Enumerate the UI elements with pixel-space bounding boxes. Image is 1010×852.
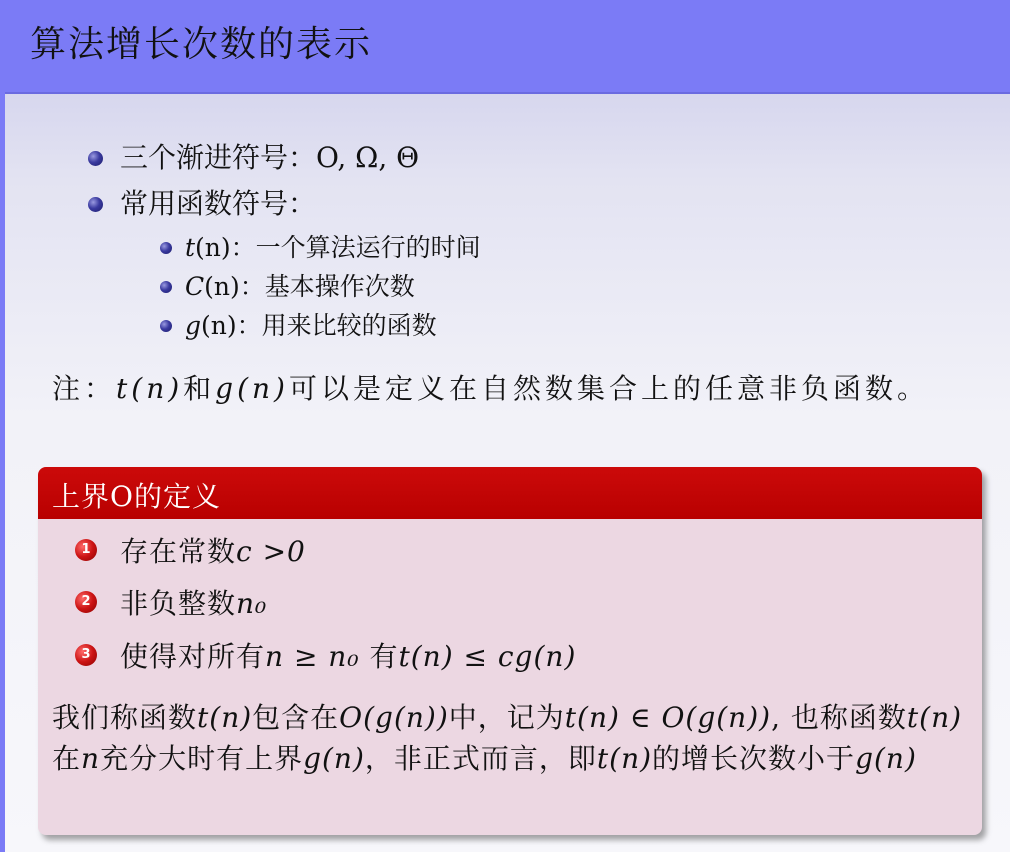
para-math: g(n) (303, 742, 365, 775)
sub-bullet-c (185, 267, 415, 303)
sub-bullet-text: ：基本操作次数 (239, 272, 415, 301)
sub-bullet-icon (160, 320, 172, 332)
item-text-2: 有 (359, 640, 399, 673)
math-t: t(n) (116, 372, 184, 405)
note-label: 注： (52, 372, 117, 405)
item-math-2: t(n) ≤ cg(n) (398, 640, 577, 673)
sub-bullet-icon (160, 242, 172, 254)
para-math: O(g(n)) (339, 701, 449, 734)
number-badge-3: 3 (75, 644, 97, 666)
para-text: 的增长次数小于 (652, 742, 856, 775)
para-math: n (81, 742, 101, 775)
para-text: , 也称函数 (771, 701, 907, 734)
left-accent-bar (0, 92, 5, 852)
item-text: 非负整数 (120, 587, 237, 620)
para-text: 在 (52, 742, 82, 775)
bullet-function-notations (120, 182, 316, 222)
item-text: 使得对所有 (120, 640, 266, 673)
number-badge-2: 2 (75, 591, 97, 613)
para-math: t(n) (197, 701, 253, 734)
para-text: 包含在 (252, 701, 340, 734)
number-badge-1: 1 (75, 539, 97, 561)
math-arg: (n) (204, 272, 240, 301)
sub-bullet-text: ：用来比较的函数 (236, 311, 437, 340)
para-text: 我们称函数 (52, 701, 198, 734)
bullet-label: 常用函数符号： (120, 187, 317, 220)
sub-bullet-text: ：一个算法运行的时间 (230, 233, 481, 262)
math-arg: (n) (201, 311, 237, 340)
bullet-label: 三个渐进符号： (120, 141, 317, 174)
para-text: 中，记为 (448, 701, 565, 734)
slide-title: 算法增长次数的表示 (30, 24, 373, 65)
item-text: 存在常数 (120, 535, 237, 568)
note-paragraph (52, 368, 972, 410)
note-and: 和 (183, 372, 216, 405)
para-math: t(n) (596, 742, 653, 775)
bullet-asymptotic-notations (120, 136, 419, 176)
definition-paragraph (52, 697, 972, 779)
sub-bullet-g (185, 306, 437, 342)
math-symbol: g (185, 311, 202, 340)
math-symbol: t (185, 233, 196, 262)
sub-bullet-t (185, 228, 481, 264)
para-math: t(n) ∈ O(g(n)) (564, 701, 772, 734)
math-g: g(n) (215, 372, 289, 405)
bullet-icon (88, 197, 103, 212)
definition-title: 上界O的定义 (52, 480, 221, 513)
definition-item-2 (120, 582, 267, 622)
item-math: c >0 (236, 535, 306, 568)
para-text: ，非正式而言，即 (364, 742, 597, 775)
item-math: n ≥ n₀ (265, 640, 360, 673)
definition-item-3 (120, 635, 576, 675)
para-text: 充分大时有上界 (100, 742, 304, 775)
para-math: t(n) (906, 701, 963, 734)
math-arg: (n) (195, 233, 231, 262)
item-math: n₀ (236, 587, 268, 620)
note-rest: 可以是定义在自然数集合上的任意非负函数。 (288, 372, 929, 405)
para-math: g(n) (855, 742, 917, 775)
math-symbol: C (185, 272, 205, 301)
definition-item-1 (120, 530, 306, 570)
definition-block (38, 467, 982, 835)
symbols: O, Ω, Θ (316, 141, 420, 174)
definition-header (38, 467, 982, 519)
sub-bullet-icon (160, 281, 172, 293)
title-bar (0, 0, 1010, 94)
bullet-icon (88, 151, 103, 166)
